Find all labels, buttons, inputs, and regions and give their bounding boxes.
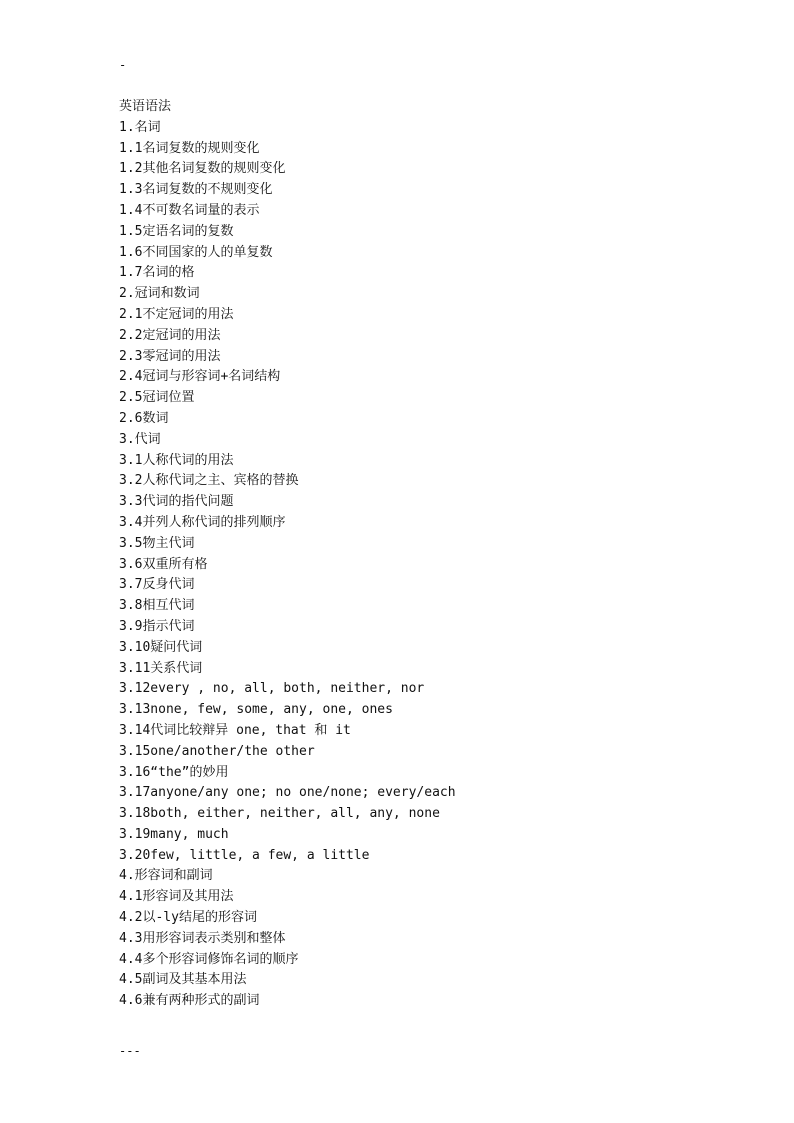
toc-item: 1.3名词复数的不规则变化	[119, 182, 273, 198]
toc-item: 2.6数词	[119, 410, 169, 426]
toc-item: 3.12every , no, all, both, neither, nor	[119, 681, 425, 697]
toc-item: 4.5副词及其基本用法	[119, 972, 247, 988]
toc-item: 1.名词	[119, 119, 161, 135]
toc-item: 1.2其他名词复数的规则变化	[119, 161, 286, 177]
toc-item: 4.3用形容词表示类别和整体	[119, 930, 286, 946]
toc-item: 2.4冠词与形容词+名词结构	[119, 369, 281, 385]
toc-item: 1.5定语名词的复数	[119, 223, 234, 239]
toc-item: 4.4多个形容词修饰名词的顺序	[119, 951, 299, 967]
toc-item: 3.10疑问代词	[119, 639, 203, 655]
toc-item: 3.11关系代词	[119, 660, 203, 676]
toc-item: 3.5物主代词	[119, 535, 195, 551]
toc-item: 4.1形容词及其用法	[119, 889, 234, 905]
toc-item: 3.19many, much	[119, 826, 229, 842]
toc-item: 4.2以-ly结尾的形容词	[119, 910, 257, 926]
toc-item: 2.3零冠词的用法	[119, 348, 221, 364]
toc-item: 3.13none, few, some, any, one, ones	[119, 702, 393, 718]
toc-item: 3.3代词的指代问题	[119, 494, 234, 510]
toc-item: 3.14代词比较辩异 one, that 和 it	[119, 722, 351, 738]
toc-item: 2.1不定冠词的用法	[119, 306, 234, 322]
header-mark: -	[119, 58, 127, 72]
toc-item: 3.20few, little, a few, a little	[119, 847, 370, 863]
toc-item: 3.4并列人称代词的排列顺序	[119, 514, 286, 530]
toc-item: 4.形容词和副词	[119, 868, 213, 884]
toc-item: 3.9指示代词	[119, 618, 195, 634]
toc-item: 2.2定冠词的用法	[119, 327, 221, 343]
toc-item: 3.15one/another/the other	[119, 743, 315, 759]
toc-item: 3.代词	[119, 431, 161, 447]
toc-item: 3.7反身代词	[119, 577, 195, 593]
toc-item: 3.16“the”的妙用	[119, 764, 229, 780]
table-of-contents	[119, 97, 456, 1012]
toc-item: 3.8相互代词	[119, 598, 195, 614]
toc-item: 3.2人称代词之主、宾格的替换	[119, 473, 299, 489]
toc-item: 3.17anyone/any one; no one/none; every/each	[119, 785, 456, 801]
toc-item: 1.7名词的格	[119, 265, 195, 281]
toc-item: 4.6兼有两种形式的副词	[119, 993, 260, 1009]
toc-item: 1.4不可数名词量的表示	[119, 202, 260, 218]
toc-item: 1.1名词复数的规则变化	[119, 140, 260, 156]
toc-item: 3.6双重所有格	[119, 556, 208, 572]
toc-item: 2.5冠词位置	[119, 390, 195, 406]
footer-mark: ---	[119, 1044, 141, 1058]
document-title: 英语语法	[119, 99, 172, 114]
toc-item: 3.1人称代词的用法	[119, 452, 234, 468]
toc-item: 2.冠词和数词	[119, 286, 200, 302]
toc-item: 3.18both, either, neither, all, any, none	[119, 806, 440, 822]
toc-item: 1.6不同国家的人的单复数	[119, 244, 273, 260]
